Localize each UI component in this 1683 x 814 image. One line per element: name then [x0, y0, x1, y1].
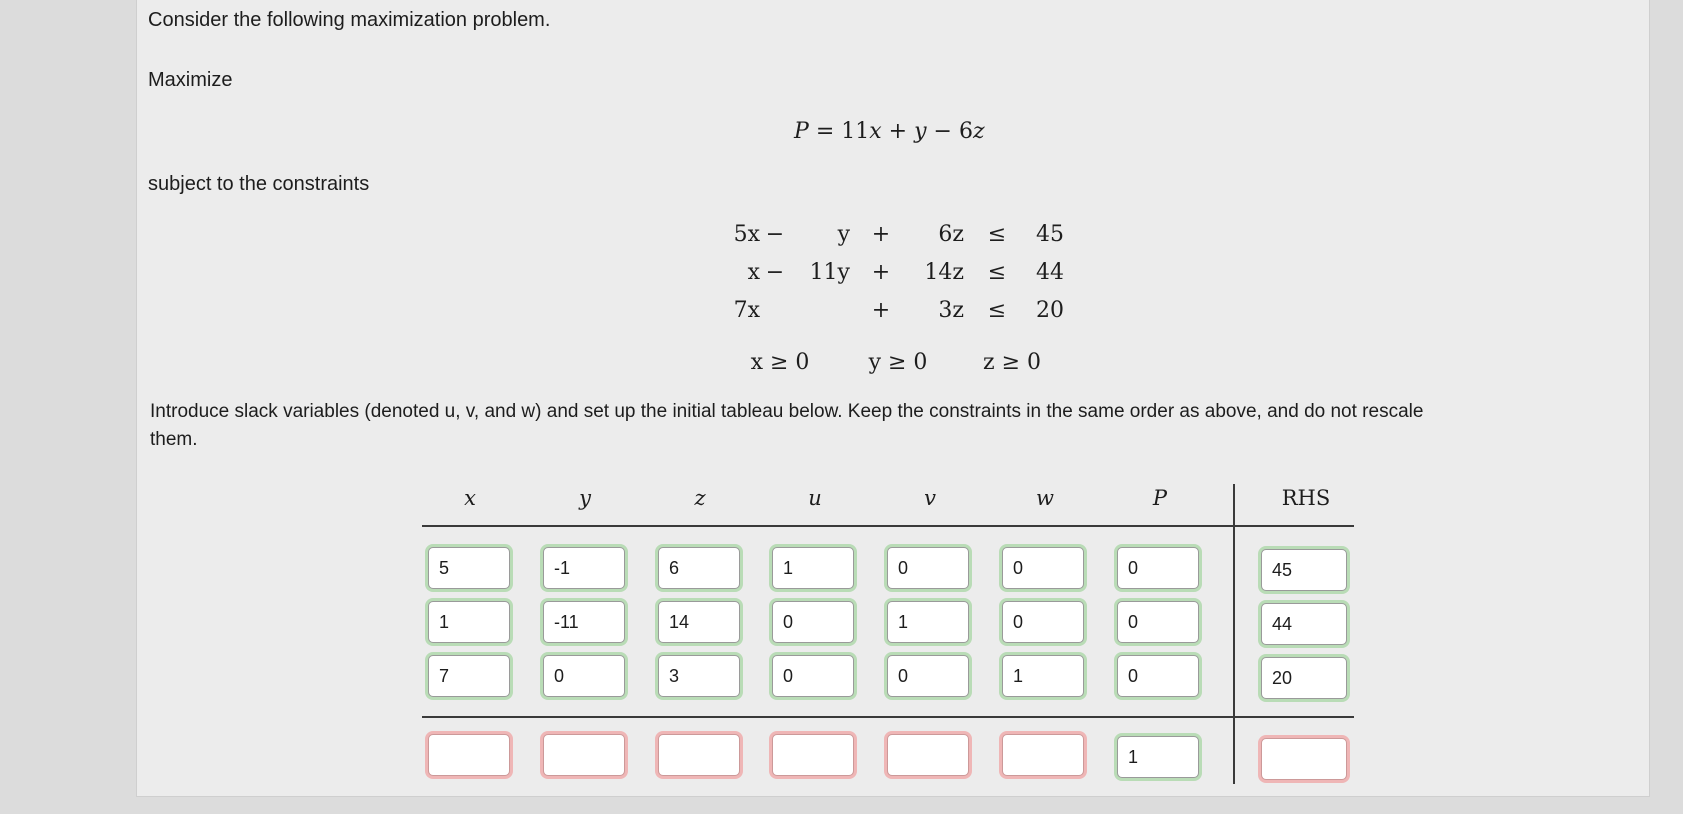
r2-rhs-input[interactable]: 44 [1261, 603, 1347, 645]
obj-z-input[interactable] [658, 734, 740, 776]
r3-x-input[interactable]: 7 [428, 655, 510, 697]
c1-z: 6z [938, 222, 964, 247]
header-rhs: RHS [1281, 486, 1331, 510]
c2-x: x [747, 260, 760, 285]
c1-x: 5x [733, 222, 760, 247]
c3-z: 3z [938, 298, 964, 323]
r1-z-input[interactable]: 6 [658, 547, 740, 589]
intro-text: Consider the following maximization problem. [148, 9, 551, 31]
r3-z-input[interactable]: 3 [658, 655, 740, 697]
c1-le: ≤ [987, 222, 1007, 247]
header-z: z [694, 486, 706, 510]
header-p: P [1152, 486, 1168, 510]
c3-le: ≤ [987, 298, 1007, 323]
header-x: x [464, 486, 476, 510]
c2-y: 11y [809, 260, 850, 285]
c2-z: 14z [924, 260, 964, 285]
nonneg-z: z ≥ 0 [982, 350, 1041, 375]
header-w: w [1036, 486, 1054, 510]
instructions-text-cont: them. [150, 429, 198, 450]
obj-x-input[interactable] [428, 734, 510, 776]
nonneg-y: y ≥ 0 [868, 350, 928, 375]
obj-rhs-input[interactable] [1261, 738, 1347, 780]
r2-y-input[interactable]: -11 [543, 601, 625, 643]
header-y: y [579, 486, 591, 510]
c3-rhs: 20 [1036, 298, 1064, 323]
r3-u-input[interactable]: 0 [772, 655, 854, 697]
rhs-divider [1233, 484, 1235, 784]
header-u: u [808, 486, 822, 510]
obj-v-input[interactable] [887, 734, 969, 776]
nonneg-x: x ≥ 0 [750, 350, 810, 375]
maximize-label: Maximize [148, 69, 233, 91]
instructions-text: Introduce slack variables (denoted u, v, and w) and set up the initial tableau below. Keep the constraints in the same order as above, and do not rescale [150, 401, 1424, 422]
obj-u-input[interactable] [772, 734, 854, 776]
r1-u-input[interactable]: 1 [772, 547, 854, 589]
header-v: v [924, 486, 936, 510]
c1-rhs: 45 [1036, 222, 1064, 247]
r3-w-input[interactable]: 1 [1002, 655, 1084, 697]
c2-op1: − [765, 260, 785, 285]
c3-x: 7x [733, 298, 760, 323]
c1-op2: + [871, 222, 891, 247]
r3-v-input[interactable]: 0 [887, 655, 969, 697]
r2-u-input[interactable]: 0 [772, 601, 854, 643]
c3-op2: + [871, 298, 891, 323]
obj-y-input[interactable] [543, 734, 625, 776]
r1-rhs-input[interactable]: 45 [1261, 549, 1347, 591]
r1-w-input[interactable]: 0 [1002, 547, 1084, 589]
c2-op2: + [871, 260, 891, 285]
r3-y-input[interactable]: 0 [543, 655, 625, 697]
objective-divider [422, 716, 1354, 718]
obj-w-input[interactable] [1002, 734, 1084, 776]
subject-to-label: subject to the constraints [148, 173, 370, 195]
c2-rhs: 44 [1036, 260, 1064, 285]
c2-le: ≤ [987, 260, 1007, 285]
c1-y: y [837, 222, 850, 247]
r1-y-input[interactable]: -1 [543, 547, 625, 589]
r3-rhs-input[interactable]: 20 [1261, 657, 1347, 699]
r1-v-input[interactable]: 0 [887, 547, 969, 589]
header-divider [422, 525, 1354, 527]
c1-op1: − [765, 222, 785, 247]
r2-p-input[interactable]: 0 [1117, 601, 1199, 643]
r2-z-input[interactable]: 14 [658, 601, 740, 643]
obj-p-input[interactable]: 1 [1117, 736, 1199, 778]
r2-w-input[interactable]: 0 [1002, 601, 1084, 643]
r2-v-input[interactable]: 1 [887, 601, 969, 643]
r1-x-input[interactable]: 5 [428, 547, 510, 589]
r1-p-input[interactable]: 0 [1117, 547, 1199, 589]
objective-function: P = 11x + y − 6z [794, 119, 985, 144]
r3-p-input[interactable]: 0 [1117, 655, 1199, 697]
r2-x-input[interactable]: 1 [428, 601, 510, 643]
